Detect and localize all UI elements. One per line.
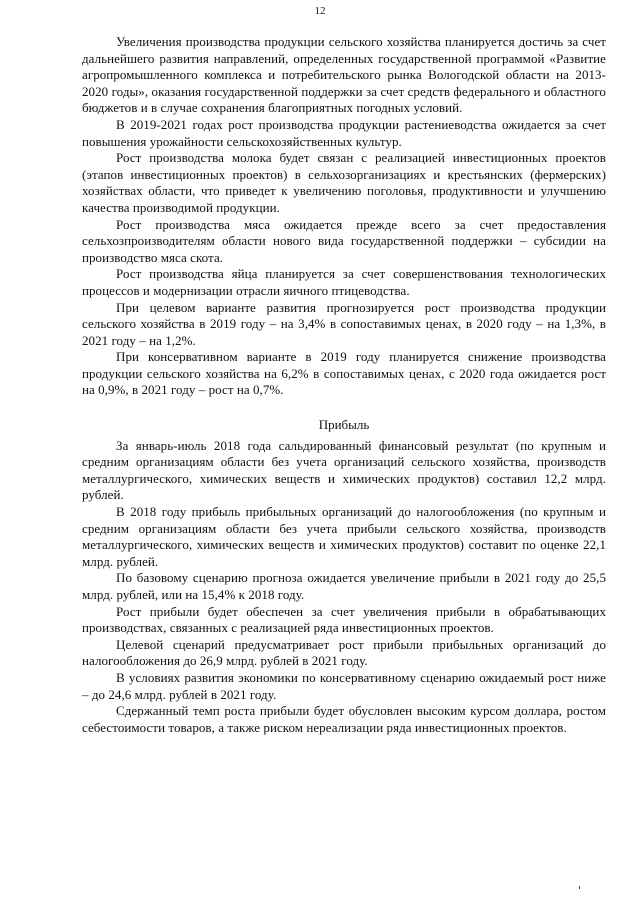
section-profit bbox=[82, 417, 606, 736]
paragraph: При консервативном варианте в 2019 году планируется снижение производства продукции сельского хозяйства на 6,2% в сопоставимых ценах, с 2020 года ожидается рост на 0,9%, в 2021 году – рост на 0,7%. bbox=[82, 349, 606, 398]
paragraph: Рост прибыли будет обеспечен за счет увеличения прибыли в обрабатывающих производствах, связанных с реализацией ряда инвестиционных проектов. bbox=[82, 603, 606, 636]
section-agriculture bbox=[82, 34, 606, 399]
section-heading: Прибыль bbox=[318, 417, 370, 433]
paragraph: За январь-июль 2018 года сальдированный финансовый результат (по крупным и средним организациям области без учета организаций сельского хозяйства, производств металлургического, химических веществ и химических продуктов) составил 12,2 млрд. рублей. bbox=[82, 437, 606, 503]
paragraph: По базовому сценарию прогноза ожидается увеличение прибыли в 2021 году до 25,5 млрд. рублей, или на 15,4% к 2018 году. bbox=[82, 570, 606, 602]
document-body bbox=[82, 34, 606, 736]
paragraph: В 2019-2021 годах рост производства продукции растениеводства ожидается за счет повышения урожайности сельскохозяйственных культур. bbox=[82, 116, 606, 149]
scan-mark bbox=[579, 886, 580, 889]
page-number: 12 bbox=[314, 5, 326, 17]
paragraph: В 2018 году прибыль прибыльных организаций до налогообложения (по крупным и средним организациям области без учета прибыли сельского хозяйства, производств металлургического, химических веществ и химических продуктов) составит по оценке 22,1 млрд. рублей. bbox=[82, 504, 606, 569]
paragraph: При целевом варианте развития прогнозируется рост производства продукции сельского хозяйства в 2019 году – на 3,4% в сопоставимых ценах, в 2020 году – на 1,3%, в 2021 году – на 1,2%. bbox=[82, 299, 606, 348]
paragraph: Увеличения производства продукции сельского хозяйства планируется достичь за счет дальнейшего развития направлений, определенных государственной программой «Развитие агропромышленного комплекса и потребительского рынка Вологодской области на 2013-2020 годы», оказания государственной поддержки за счет средств федерального и областного бюджетов и в случае сохранения благоприятных погодных условий. bbox=[82, 34, 606, 116]
paragraph: Рост производства мяса ожидается прежде всего за счет предоставления сельхозпроизводителям области нового вида государственной поддержки – субсидии на производство мяса скота. bbox=[82, 216, 606, 265]
paragraph: В условиях развития экономики по консервативному сценарию ожидаемый рост ниже – до 24,6 млрд. рублей в 2021 году. bbox=[82, 669, 606, 702]
paragraph: Рост производства молока будет связан с реализацией инвестиционных проектов (этапов инвестиционных проектов) в сельхозорганизациях и крестьянских (фермерских) хозяйствах области, что приведет к увеличению поголовья, продуктивности и улучшению качества производимой продукции. bbox=[82, 150, 606, 215]
paragraph: Целевой сценарий предусматривает рост прибыли прибыльных организаций до налогообложения до 26,9 млрд. рублей в 2021 году. bbox=[82, 636, 606, 669]
paragraph: Рост производства яйца планируется за счет совершенствования технологических процессов и модернизации отрасли яичного птицеводства. bbox=[82, 266, 606, 298]
paragraph: Сдержанный темп роста прибыли будет обусловлен высоким курсом доллара, ростом себестоимости товаров, а также риском нереализации ряда инвестиционных проектов. bbox=[82, 703, 606, 735]
